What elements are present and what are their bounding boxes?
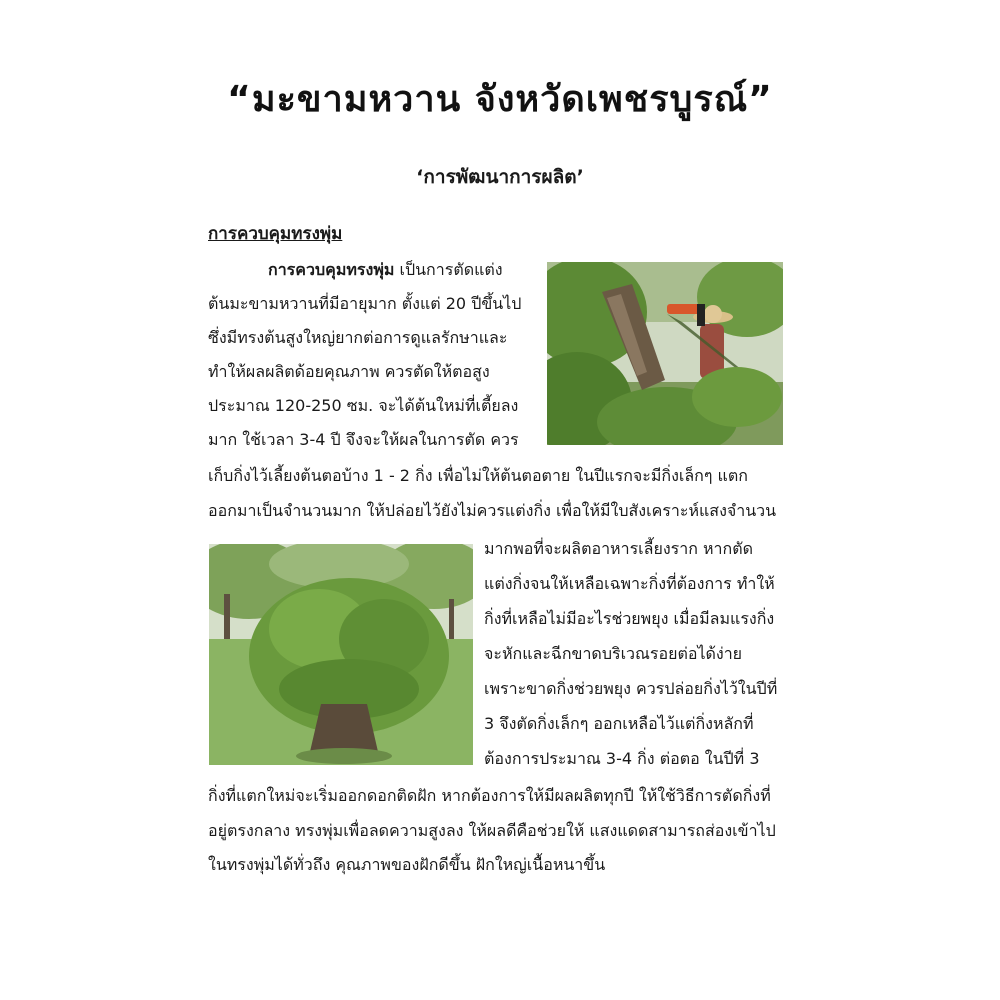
pruned-bush-photo (209, 544, 473, 765)
paragraph-line: ต้นมะขามหวานที่มีอายุมาก ตั้งแต่ 20 ปีขึ้นไป (208, 294, 522, 313)
paragraph-line: กิ่งที่เหลือไม่มีอะไรช่วยพยุง เมื่อมีลมแรงกิ่ง (484, 609, 775, 628)
paragraph-line: เพราะขาดกิ่งช่วยพยุง ควรปล่อยกิ่งไว้ในปีที่ (484, 679, 778, 698)
paragraph-line: อยู่ตรงกลาง ทรงพุ่มเพื่อลดความสูงลง ให้ผลดีคือช่วยให้ แสงแดดสามารถส่องเข้าไป (208, 821, 776, 840)
paragraph-line: เก็บกิ่งไว้เลี้ยงต้นตอบ้าง 1 - 2 กิ่ง เพื่อไม่ให้ต้นตอตาย ในปีแรกจะมีกิ่งเล็กๆ แตก (208, 466, 748, 485)
paragraph-line: มากพอที่จะผลิตอาหารเลี้ยงราก หากตัด (484, 539, 753, 558)
document-title: “มะขามหวาน จังหวัดเพชรบูรณ์” (227, 79, 773, 120)
pruning-photo (547, 262, 783, 445)
paragraph-line: ในทรงพุ่มได้ทั่วถึง คุณภาพของฝักดีขึ้น ฝักใหญ่เนื้อหนาขึ้น (208, 855, 606, 874)
paragraph-line: กิ่งที่แตกใหม่จะเริ่มออกดอกติดฝัก หากต้องการให้มีผลผลิตทุกปี ให้ใช้วิธีการตัดกิ่งที่ (208, 786, 771, 805)
paragraph-text: เป็นการตัดแต่ง (394, 260, 503, 279)
document-subtitle: ‘การพัฒนาการผลิต’ (416, 166, 584, 188)
paragraph-line: มาก ใช้เวลา 3-4 ปี จึงจะให้ผลในการตัด ควร (208, 430, 519, 449)
lead-term: การควบคุมทรงพุ่ม (268, 260, 395, 279)
paragraph-line: 3 จึงตัดกิ่งเล็กๆ ออกเหลือไว้แต่กิ่งหลักที่ (484, 714, 754, 733)
paragraph-line: แต่งกิ่งจนให้เหลือเฉพาะกิ่งที่ต้องการ ทำให้ (484, 574, 775, 593)
paragraph-line (268, 262, 503, 278)
paragraph-line: จะหักและฉีกขาดบริเวณรอยต่อได้ง่าย (484, 644, 743, 663)
paragraph-line: ออกมาเป็นจำนวนมาก ให้ปล่อยไว้ยังไม่ควรแต่งกิ่ง เพื่อให้มีใบสังเคราะห์แสงจำนวน (208, 501, 777, 520)
section-heading: การควบคุมทรงพุ่ม (208, 224, 343, 244)
paragraph-line: ทำให้ผลผลิตด้อยคุณภาพ ควรตัดให้ตอสูง (208, 362, 490, 381)
paragraph-line: ซึ่งมีทรงต้นสูงใหญ่ยากต่อการดูแลรักษาและ (208, 328, 508, 347)
paragraph-line: ต้องการประมาณ 3-4 กิ่ง ต่อตอ ในปีที่ 3 (484, 749, 760, 768)
paragraph-line: ประมาณ 120-250 ซม. จะได้ต้นใหม่ที่เตี้ยลง (208, 396, 519, 415)
